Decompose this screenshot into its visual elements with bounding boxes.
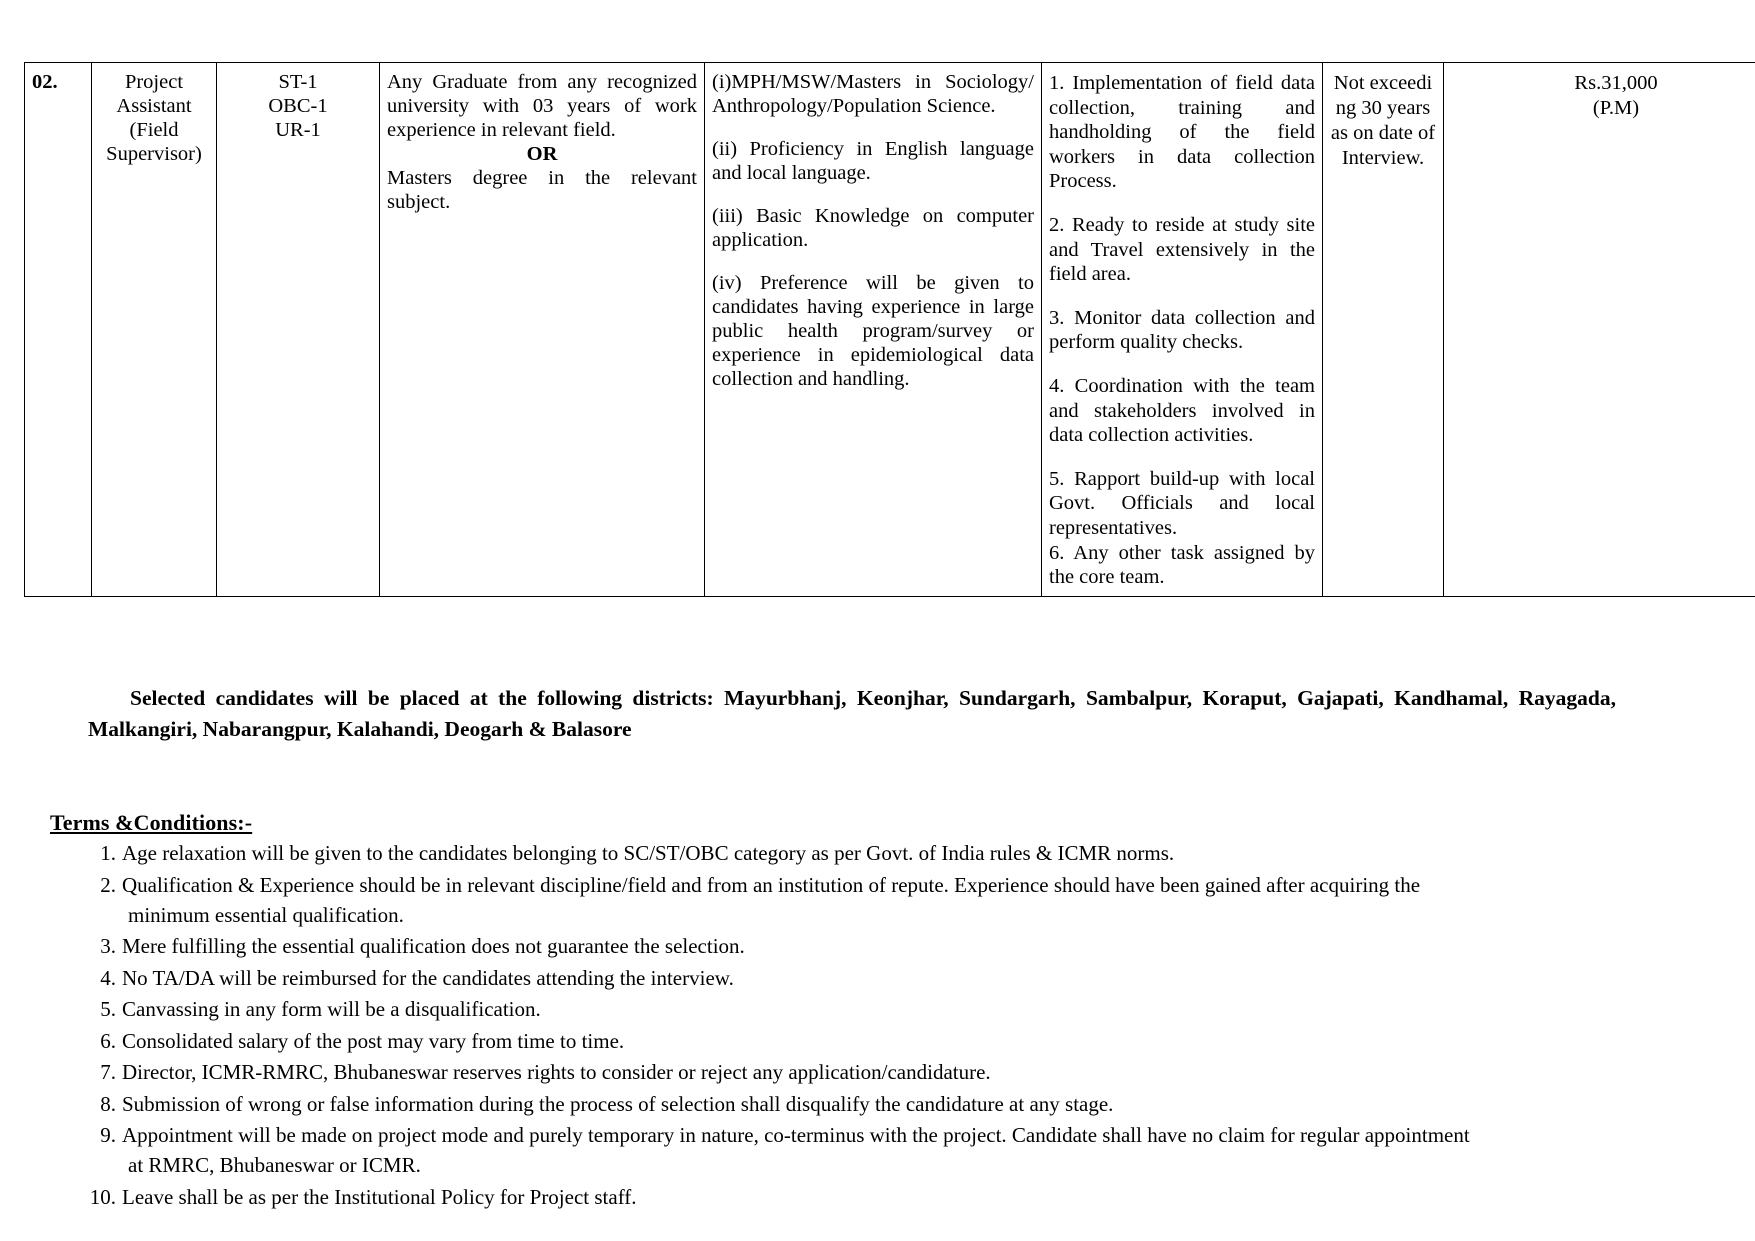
- table-row: [25, 63, 1755, 597]
- terms-item-number: 10.: [89, 1184, 116, 1209]
- job-description-item-5: 5. Rapport build-up with local Govt. Officials and local representatives.: [1049, 467, 1315, 539]
- cell-salary: [1444, 63, 1755, 597]
- desirable-item-iv: (iv) Preference will be given to candidates having experience in large public health program/survey or experience in epidemiological data collection and handling.: [712, 271, 1034, 390]
- terms-item-number: 3.: [100, 934, 116, 959]
- terms-item-text: No TA/DA will be reimbursed for the candidates attending the interview.: [122, 965, 734, 990]
- terms-item-text: Canvassing in any form will be a disqualification.: [122, 997, 541, 1022]
- terms-item-3: [100, 931, 1722, 961]
- terms-item-1: [100, 838, 1722, 868]
- vacancy-ur: UR-1: [275, 118, 321, 141]
- vacancy-st: ST-1: [278, 71, 318, 93]
- cell-age-limit: [1323, 63, 1444, 597]
- terms-item-text: Consolidated salary of the post may vary from time to time.: [122, 1028, 625, 1053]
- districts-placement-note: Selected candidates will be placed at the following districts: Mayurbhanj, Keonjhar, Sundargarh, Sambalpur, Koraput, Gajapati, Kandhamal, Rayagada, Malkangiri, Nabarangpur, Kalahandi, Deogarh & Balasore: [88, 686, 1616, 741]
- terms-item-9: [100, 1120, 1722, 1180]
- post-name-line-2: Assistant: [116, 94, 192, 117]
- terms-and-conditions-list: [78, 838, 1722, 1213]
- terms-item-10: [89, 1182, 1722, 1212]
- terms-item-2: [100, 870, 1722, 930]
- terms-item-number: 2.: [100, 872, 116, 897]
- terms-item-number: 9.: [100, 1123, 116, 1148]
- post-name-line-3: (Field: [129, 118, 179, 141]
- terms-item-6: [100, 1026, 1722, 1056]
- terms-item-text: Qualification & Experience should be in relevant discipline/field and from an institution of repute. Experience should have been gained after acquiring the: [122, 872, 1421, 897]
- terms-item-continuation: at RMRC, Bhubaneswar or ICMR.: [128, 1153, 421, 1178]
- terms-item-text: Appointment will be made on project mode and purely temporary in nature, co-terminus with the project. Candidate shall have no claim for regular appointment: [122, 1123, 1470, 1148]
- cell-post-name: [92, 63, 217, 597]
- terms-item-number: 4.: [100, 965, 116, 990]
- cell-serial-number: [25, 63, 92, 597]
- vacancy-obc: OBC-1: [268, 94, 328, 117]
- vacancy-table: [24, 62, 1755, 597]
- job-description-item-1: 1. Implementation of field data collection, training and handholding of the field workers in data collection Process.: [1049, 72, 1315, 193]
- desirable-item-i: (i)MPH/MSW/Masters in Sociology/ Anthropology/Population Science.: [712, 71, 1034, 117]
- essential-qualification-option-2: Masters degree in the relevant subject.: [387, 166, 697, 213]
- cell-vacancy-categories: [217, 63, 380, 597]
- essential-qualification-option-1: Any Graduate from any recognized university with 03 years of work experience in relevant field.: [387, 71, 697, 141]
- terms-item-5: [100, 994, 1722, 1024]
- age-limit-text: Not exceeding 30 years as on date of Interview.: [1330, 72, 1436, 169]
- terms-item-continuation: minimum essential qualification.: [128, 902, 404, 927]
- post-name-line-1: Project: [124, 71, 184, 93]
- job-description-item-6: 6. Any other task assigned by the core team.: [1049, 541, 1315, 589]
- terms-item-text: Leave shall be as per the Institutional Policy for Project staff.: [122, 1184, 637, 1209]
- terms-item-number: 7.: [100, 1060, 116, 1085]
- terms-item-number: 1.: [100, 841, 116, 865]
- terms-item-text: Submission of wrong or false information during the process of selection shall disqualify the candidature at any stage.: [122, 1091, 1114, 1116]
- essential-qualification-or: OR: [526, 142, 558, 165]
- job-description-item-2: 2. Ready to reside at study site and Travel extensively in the field area.: [1049, 213, 1315, 286]
- job-description-item-3: 3. Monitor data collection and perform quality checks.: [1049, 306, 1315, 354]
- terms-item-text: Age relaxation will be given to the candidates belonging to SC/ST/OBC category as per Govt. of India rules & ICMR norms.: [122, 841, 1175, 865]
- terms-item-number: 6.: [100, 1028, 116, 1053]
- desirable-item-iii: (iii) Basic Knowledge on computer application.: [712, 204, 1034, 251]
- terms-item-number: 8.: [100, 1091, 116, 1116]
- cell-job-description: [1042, 63, 1323, 597]
- terms-item-8: [100, 1089, 1722, 1119]
- cell-essential-qualification: [380, 63, 705, 597]
- serial-number: 02.: [32, 71, 58, 93]
- job-description-item-4: 4. Coordination with the team and stakeholders involved in data collection activities.: [1049, 374, 1315, 447]
- salary-amount: Rs.31,000: [1574, 72, 1658, 94]
- salary-period: (P.M): [1592, 96, 1640, 119]
- post-name-line-4: Supervisor): [106, 142, 202, 165]
- terms-item-text: Director, ICMR-RMRC, Bhubaneswar reserves rights to consider or reject any application/candidature.: [122, 1060, 991, 1085]
- desirable-item-ii: (ii) Proficiency in English language and local language.: [712, 137, 1034, 184]
- terms-and-conditions-heading: Terms &Conditions:-: [50, 810, 253, 835]
- terms-item-4: [100, 963, 1722, 993]
- terms-item-text: Mere fulfilling the essential qualification does not guarantee the selection.: [122, 934, 745, 959]
- terms-item-number: 5.: [100, 997, 116, 1022]
- terms-item-7: [100, 1057, 1722, 1087]
- cell-desirable-qualification: [705, 63, 1042, 597]
